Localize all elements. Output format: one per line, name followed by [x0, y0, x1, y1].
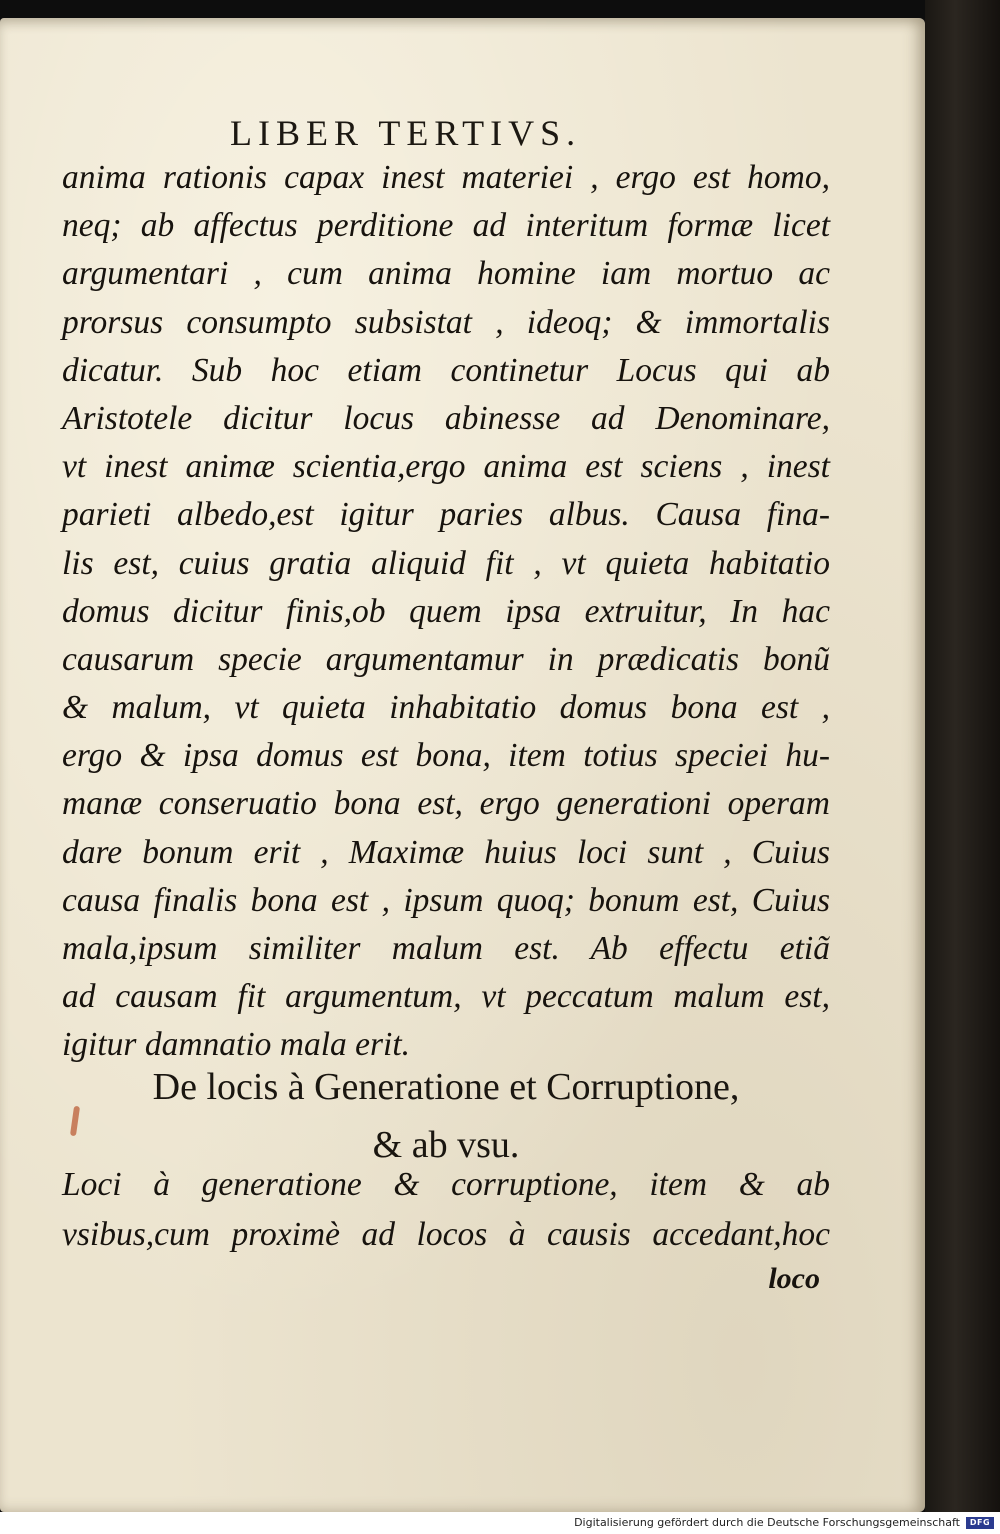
text-line: argumentari , cum anima homine iam mortuo ac — [62, 255, 830, 293]
section-heading-line-2: & ab vsu. — [372, 1124, 520, 1166]
text-line: lis est, cuius gratia aliquid fit , vt quieta habitatio — [62, 544, 830, 582]
section-heading — [62, 1058, 830, 1174]
text-line: anima rationis capax inest materiei , ergo est homo, — [62, 159, 830, 196]
section-heading-line-1: De locis à Generatione et Corruptione, — [152, 1066, 740, 1108]
text-line: prorsus consumpto subsistat , ideoq; & immortalis — [62, 303, 830, 341]
text-line: causarum specie argumentamur in prædicatis bonũ — [62, 640, 830, 678]
dfg-logo: DFG — [966, 1517, 994, 1529]
text-line: Loci à generatione & corruptione, item & ab — [62, 1166, 830, 1203]
text-line: parieti albedo,est igitur paries albus. Causa fina- — [62, 496, 830, 534]
body-text — [62, 154, 830, 1070]
catchword: loco — [768, 1262, 820, 1295]
text-line-last: igitur damnatio mala erit. — [62, 1026, 411, 1064]
text-line: & malum, vt quieta inhabitatio domus bona est , — [62, 689, 830, 727]
text-line: domus dicitur finis,ob quem ipsa extruitur, In hac — [62, 592, 830, 630]
text-line: ergo & ipsa domus est bona, item totius speciei hu- — [62, 737, 830, 775]
section-body — [62, 1160, 830, 1260]
text-line: ad causam fit argumentum, vt peccatum malum est, — [62, 978, 830, 1016]
text-line: vt inest animæ scientia,ergo anima est sciens , inest — [62, 448, 830, 486]
text-line: causa finalis bona est , ipsum quoq; bonum est, Cuius — [62, 881, 830, 919]
text-line: dicatur. Sub hoc etiam continetur Locus qui ab — [62, 351, 830, 389]
text-line: Aristotele dicitur locus abinesse ad Denominare, — [62, 399, 830, 437]
text-line: manæ conseruatio bona est, ergo generationi operam — [62, 785, 830, 823]
text-line: neq; ab affectus perditione ad interitum formæ licet — [62, 207, 830, 245]
text-line: dare bonum erit , Maximæ huius loci sunt , Cuius — [62, 833, 830, 871]
running-header: LIBER TERTIVS. — [230, 113, 582, 153]
text-line: vsibus,cum proximè ad locos à causis accedant,hoc — [62, 1216, 830, 1253]
text-line: mala,ipsum similiter malum est. Ab effectu etiã — [62, 930, 830, 967]
footer-bar — [0, 1512, 1000, 1534]
book-spine — [925, 0, 1000, 1512]
funding-notice: Digitalisierung gefördert durch die Deutsche Forschungsgemeinschaft — [574, 1516, 960, 1529]
